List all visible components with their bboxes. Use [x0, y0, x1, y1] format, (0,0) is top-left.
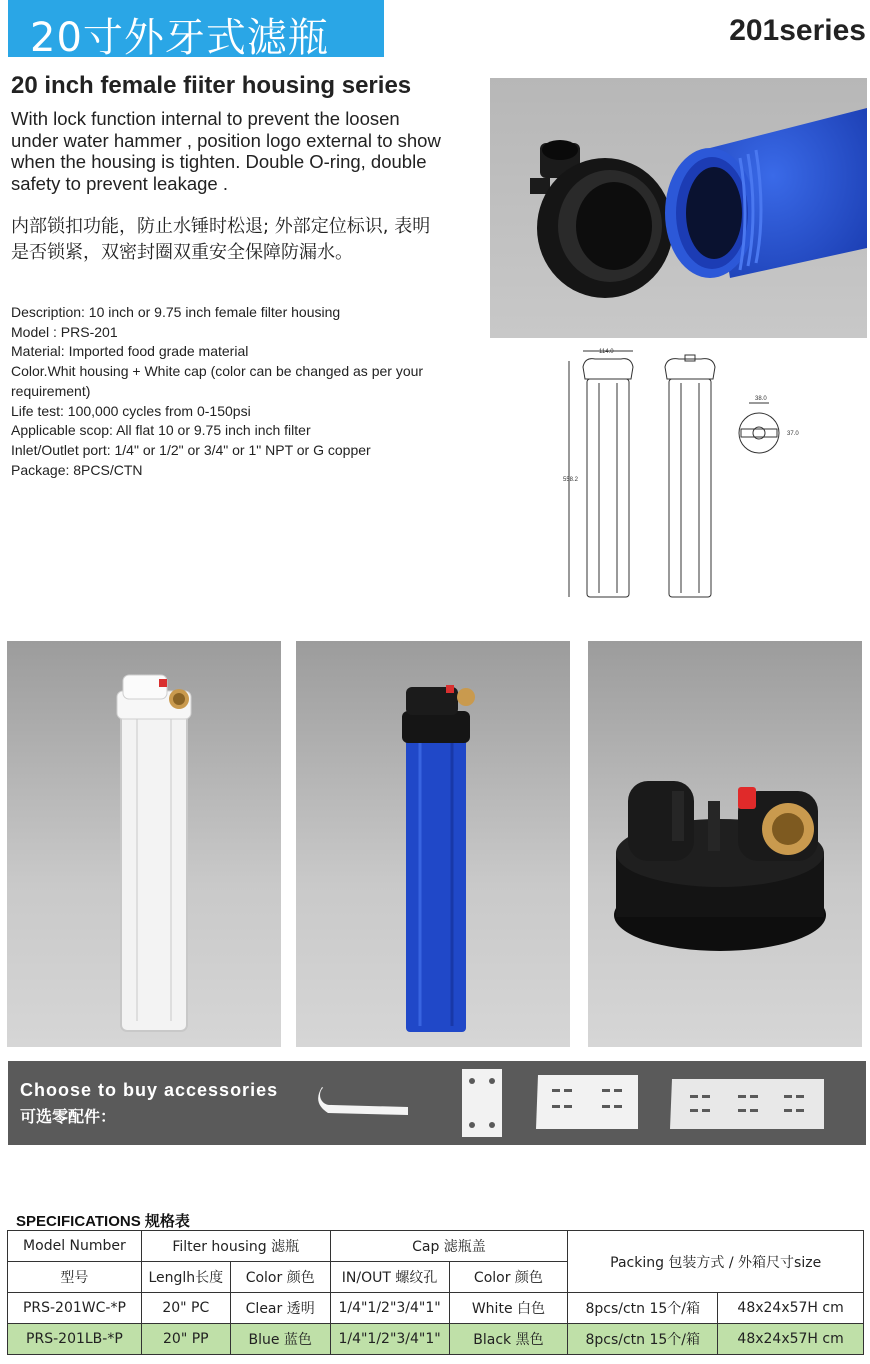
accessories-title-en: Choose to buy accessories: [20, 1080, 279, 1100]
cell-packing: 8pcs/ctn 15个/箱: [568, 1293, 718, 1324]
description-en: With lock function internal to prevent the loosen under water hammer , position logo external to show when the housing is tighten. Double O-ring, double safety to prevent leakage .: [11, 108, 441, 194]
product-photo-blue-housing: [296, 641, 570, 1047]
cell-color: Clear 透明: [230, 1293, 330, 1324]
series-label: 201series: [729, 14, 866, 47]
cell-size: 48x24x57H cm: [718, 1324, 864, 1355]
double-bracket-accessory-image: [532, 1071, 644, 1133]
header-model-cn: 型号: [8, 1262, 142, 1293]
table-header-row: [8, 1231, 864, 1262]
dim-side-label: 37.0: [787, 431, 799, 437]
page-title: 20寸外牙式滤瓶: [30, 15, 329, 61]
cell-inout: 1/4"1/2"3/4"1": [330, 1293, 449, 1324]
product-subtitle: 20 inch female fiiter housing series: [11, 72, 412, 99]
spec-line: Model : PRS-201: [11, 323, 118, 340]
header-inout: IN/OUT 螺纹孔: [330, 1262, 449, 1293]
specifications-heading: [16, 1210, 190, 1231]
spec-line: Description: 10 inch or 9.75 inch female filter housing: [11, 304, 341, 320]
specs-list: [11, 303, 461, 480]
header-filter-housing: Filter housing 滤瓶: [141, 1231, 330, 1262]
housing-exploded-image: [490, 78, 867, 338]
description-cn: 内部锁扣功能，防止水锤时松退; 外部定位标识, 表明是否锁紧，双密封圈双重安全保障防漏水。: [11, 216, 431, 263]
specifications-heading-cn: 规格表: [144, 1212, 190, 1230]
header-cap: Cap 滤瓶盖: [330, 1231, 568, 1262]
spec-line: Inlet/Outlet port: 1/4" or 1/2" or 3/4" or 1" NPT or G copper: [11, 441, 371, 458]
accessories-title-cn: 可选零配件：: [20, 1107, 117, 1126]
header-cap-color: Color 颜色: [449, 1262, 568, 1293]
wrench-accessory-image: [308, 1073, 418, 1133]
cell-length: 20" PP: [141, 1324, 230, 1355]
spec-line: Color.Whit housing + White cap (color can be changed as per your requirement): [11, 363, 424, 399]
cell-cap-color: White 白色: [449, 1293, 568, 1324]
header-packing: Packing 包装方式 / 外箱尺寸size: [568, 1231, 864, 1293]
dim-port-label: 38.0: [755, 396, 767, 402]
blue-housing-image: [296, 641, 570, 1047]
cell-cap-color: Black 黑色: [449, 1324, 568, 1355]
header-color: Color 颜色: [230, 1262, 330, 1293]
table-row: [8, 1293, 864, 1324]
product-photo-black-cap: [588, 641, 862, 1047]
technical-drawing: [555, 343, 815, 605]
cell-inout: 1/4"1/2"3/4"1": [330, 1324, 449, 1355]
clear-housing-image: [7, 641, 281, 1047]
cell-length: 20" PC: [141, 1293, 230, 1324]
dim-height-label: 558.2: [563, 477, 579, 483]
header-length: Lenglh长度: [141, 1262, 230, 1293]
cell-size: 48x24x57H cm: [718, 1293, 864, 1324]
triple-bracket-accessory-image: [668, 1075, 828, 1133]
product-photo-exploded: [490, 78, 867, 338]
title-banner: [8, 0, 384, 61]
spec-line: Package: 8PCS/CTN: [11, 461, 143, 478]
spec-line: Applicable scop: All flat 10 or 9.75 inch inch filter: [11, 422, 311, 439]
cell-color: Blue 蓝色: [230, 1324, 330, 1355]
dimension-drawing: [555, 343, 815, 605]
table-row: [8, 1324, 864, 1355]
cell-packing: 8pcs/ctn 15个/箱: [568, 1324, 718, 1355]
specifications-table: [7, 1230, 864, 1355]
black-cap-image: [588, 641, 862, 1047]
bracket-accessory-image: [460, 1067, 504, 1139]
dim-width-label: 114.0: [599, 349, 614, 355]
spec-line: Material: Imported food grade material: [11, 343, 249, 360]
cell-model: PRS-201WC-*P: [8, 1293, 142, 1324]
specifications-heading-en: SPECIFICATIONS: [16, 1213, 141, 1230]
header-model: Model Number: [8, 1231, 142, 1262]
spec-line: Life test: 100,000 cycles from 0-150psi: [11, 402, 251, 419]
cell-model: PRS-201LB-*P: [8, 1324, 142, 1355]
accessories-bar: [8, 1061, 866, 1145]
product-photo-clear-housing: [7, 641, 281, 1047]
